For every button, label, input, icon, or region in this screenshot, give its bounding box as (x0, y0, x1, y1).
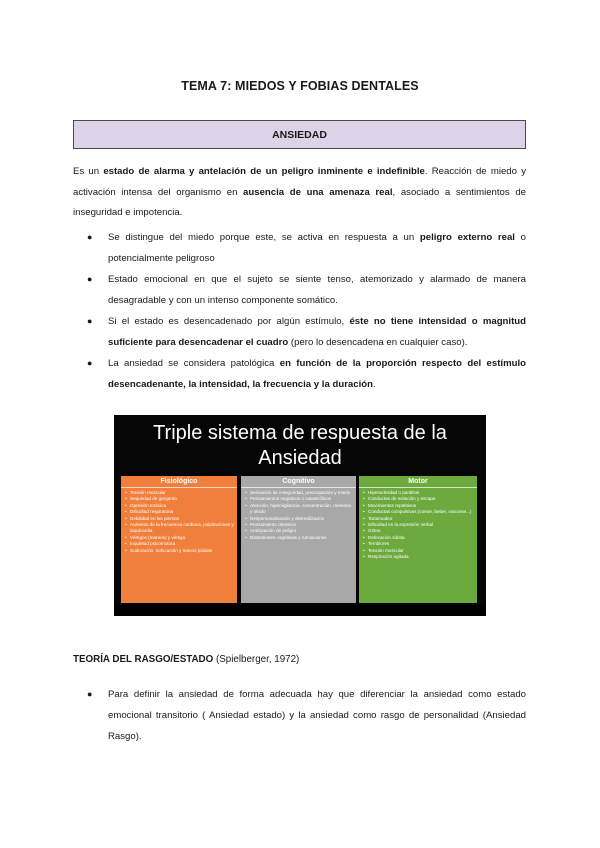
page-title: TEMA 7: MIEDOS Y FOBIAS DENTALES (181, 79, 419, 93)
column-item: • Dificultad en la expresión verbal (363, 522, 474, 528)
column-item: • Atención, hipervigilancia, concentración, memoria y olvido (245, 503, 353, 516)
column-item: • Vértigos (mareos) y vértigo (125, 535, 234, 541)
bullet-text: o potencialmente peligroso (108, 232, 526, 264)
column-item: • Despersonalización y desrealización (245, 516, 353, 522)
column-header: Motor (359, 476, 477, 488)
intro-text: . Reacción de miedo y activación intensa del organismo en (73, 166, 526, 198)
intro-text: Es un (73, 166, 104, 177)
column-item: • Sequedad de garganta (125, 496, 234, 502)
intro-text: , asociado a sentimientos de inseguridad e impotencia. (73, 186, 526, 218)
bullet-text: (pero lo desencadena en cualquier caso). (288, 337, 468, 348)
bullet-icon: ● (87, 274, 93, 284)
column-item: • Sudoración, sofocación y manos pálidas (125, 548, 234, 554)
subsection-heading-bold: TEORÍA DEL RASGO/ESTADO (73, 654, 214, 665)
bullet-text: Para definir la ansiedad de forma adecuada hay que diferenciar la ansiedad como estado emocional transitorio ( Ansiedad estado) y la ansiedad como rasgo de personalidad (Ansiedad Rasgo). (108, 689, 526, 742)
anxiety-bullet-list (87, 227, 526, 395)
bullet-text: Se distingue del miedo porque este, se activa en respuesta a un (108, 232, 420, 243)
column-cognitivo (241, 476, 356, 603)
column-item: • Movimientos repetitivos (363, 503, 474, 509)
column-header: Cognitivo (241, 476, 356, 488)
column-list (241, 490, 356, 541)
column-motor (359, 476, 477, 603)
figure-title (114, 421, 486, 471)
column-header: Fisiológico (121, 476, 237, 488)
column-list (121, 490, 237, 554)
list-item (87, 311, 526, 353)
subsection-heading-ref: (Spielberger, 1972) (213, 654, 300, 665)
column-item: • Respiración agitada (363, 554, 474, 560)
bullet-icon: ● (87, 689, 93, 699)
figure-title-line: Triple sistema de respuesta de la (153, 422, 447, 444)
bullet-bold: éste no tiene intensidad o magnitud suficiente para desencadenar el cuadro (108, 316, 526, 348)
column-item: • Debilidad en las piernas (125, 516, 234, 522)
column-item: • Defecación súbita (363, 535, 474, 541)
column-item: • Anticipación de peligro (245, 528, 353, 534)
column-list (359, 490, 477, 560)
column-item: • Tartamudeo (363, 516, 474, 522)
column-item: • Tensión muscular (363, 548, 474, 554)
bullet-text: . (373, 379, 376, 390)
bullet-text: Estado emocional en que el sujeto se siente tenso, atemorizado y alarmado de manera desagradable y con un intenso componente somático. (108, 274, 526, 306)
subsection-heading (73, 654, 299, 665)
column-item: • Inquietud psicomotora (125, 541, 234, 547)
list-item (87, 227, 526, 269)
figure-bottom-strip (114, 605, 486, 616)
section-heading-label: ANSIEDAD (272, 128, 327, 141)
section-heading-ansiedad (73, 120, 526, 149)
intro-paragraph (73, 162, 526, 224)
intro-bold: ausencia de una amenaza real (243, 186, 393, 198)
column-item: • Sensación de inseguridad, preocupación y miedo (245, 490, 353, 496)
column-item: • Temblores (363, 541, 474, 547)
column-item: • Pensamientos negativos o catastróficos (245, 496, 353, 502)
bullet-text: Si el estado es desencadenado por algún estímulo, (108, 316, 350, 327)
bullet-bold: en función de la proporción respecto del estímulo desencadenante, la intensidad, la frecuencia y la duración (108, 358, 526, 390)
column-item: • Pensamiento obsesivo (245, 522, 353, 528)
list-item (87, 269, 526, 311)
intro-bold: estado de alarma y antelación de un peligro inminente e indefinible (103, 166, 425, 177)
column-item: • Hiperactividad o parálisis (363, 490, 474, 496)
bullet-icon: ● (87, 232, 93, 242)
bullet-icon: ● (87, 358, 93, 368)
column-item: • Gritos (363, 528, 474, 534)
bullet-icon: ● (87, 316, 93, 326)
column-item: • Aumento de la frecuencia cardiaca, palpitaciones y taquicardia (125, 522, 234, 535)
column-item: • Conductas de evitación y escape (363, 496, 474, 502)
trait-state-bullet-list (87, 684, 526, 747)
list-item (87, 353, 526, 395)
triple-system-figure (114, 415, 486, 616)
column-item: • Distorsiones cognitivas y rumiaciones (245, 535, 353, 541)
column-fisiologico (121, 476, 237, 603)
column-item: • Opresión torácica (125, 503, 234, 509)
figure-title-line: Ansiedad (258, 447, 342, 469)
bullet-text: La ansiedad se considera patológica (108, 358, 280, 369)
column-item: • Tensión muscular (125, 490, 234, 496)
column-item: • Dificultad respiratoria (125, 509, 234, 515)
column-item: • Conductas compulsivas (comer, beber, rascarse...) (363, 509, 474, 515)
list-item (87, 684, 526, 747)
bullet-bold: peligro externo real (419, 232, 515, 243)
